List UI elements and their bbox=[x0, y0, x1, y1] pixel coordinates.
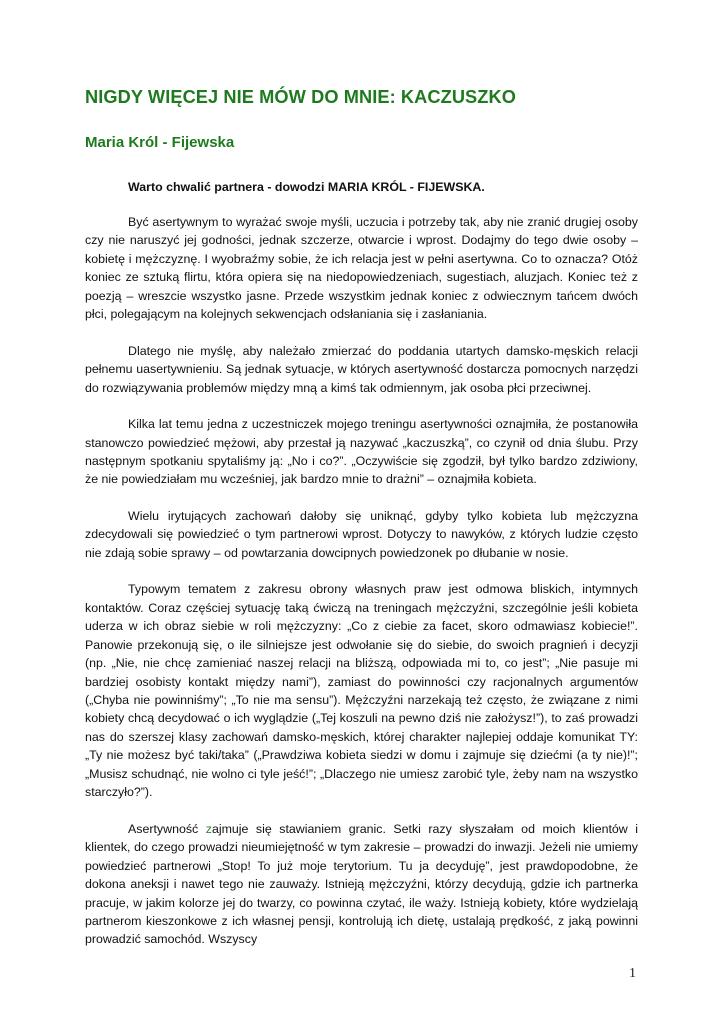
paragraph-3: Kilka lat temu jedna z uczestniczek mojego treningu asertywności oznajmiła, że postanowiła stanowczo powiedzieć mężowi, aby przestał ją nazywać „kaczuszką”, co czynił od dnia ślubu. Przy następnym spotkaniu spytaliśmy ją: „No i co?”. „Oczywiście się zgodził, był tylko bardzo zdziwiony, że nie powiedziałam mu wcześniej, jak bardzo mnie to drażni” – oznajmiła kobieta. bbox=[85, 417, 638, 487]
paragraph-6 bbox=[85, 820, 638, 949]
paragraph-5: Typowym tematem z zakresu obrony własnych praw jest odmowa bliskich, intymnych kontaktów. Coraz częściej sytuację taką ćwiczą na treningach mężczyźni, szczególnie jeśli kobieta uderza w ich obraz siebie w roli mężczyzny: „Co z ciebie za facet, skoro odmawiasz kobiecie!”. Panowie przekonują się, o ile silniejsze jest odwołanie się do siebie, do swoich pragnień i decyzji (np. „Nie, nie chcę zamieniać naszej relacji na bliższą, odpowiada mi to, co jest”; „Nie pasuje mi bardziej osobisty kontakt między nami”), zamiast do powinności czy racjonalnych argumentów („Chyba nie powinniśmy”; „To nie ma sensu”). Mężczyźni narzekają też często, że związane z nimi kobiety chcą decydować o ich wyglądzie („Tej koszuli na pewno dziś nie założysz!”), to zaś prowadzi nas do szerszej klasy zachowań damsko-męskich, której charakter najlepiej oddaje komunikat TY: „Ty nie możesz być taki/taka” („Prawdziwa kobieta siedzi w domu i zajmuje się dziećmi (a ty nie)!”; „Musisz schudnąć, nie wolno ci tyle jeść!”; „Dlaczego nie umiesz zarobić tyle, żeby nam na wszystko starczyło?”). bbox=[85, 582, 638, 800]
article-author: Maria Król - Fijewska bbox=[85, 134, 235, 151]
page-number: 1 bbox=[629, 966, 636, 981]
paragraph-6-rest: ajmuje się stawianiem granic. Setki razy słyszałam od moich klientów i klientek, do czego prowadzi nieumiejętność w tym zakresie – prowadzi do inwazji. Jeżeli nie umiemy powiedzieć partnerowi „Stop! To już moje terytorium. Tu ja decyduję”, jest prawdopodobne, że dokona aneksji i nawet tego nie zauważy. Istnieją mężczyźni, którzy decydują, gdzie ich partnerka pracuje, w jakim kolorze jej do twarzy, co powinna czytać, ile waży. Istnieją kobiety, które wydzielają partnerom kieszonkowe z ich własnej pensji, kontrolują ich dietę, ustalają prędkość, z jaką powinni prowadzić samochód. Wszyscy bbox=[85, 821, 638, 947]
paragraph-1: Być asertywnym to wyrażać swoje myśli, uczucia i potrzeby tak, aby nie zranić drugiej osoby czy nie naruszyć jej godności, jednak szczerze, otwarcie i wprost. Dodajmy do tego dwie osoby – kobietę i mężczyznę. I wyobraźmy sobie, że ich relacja jest w pełni asertywna. Co to oznacza? Otóż koniec ze sztuką flirtu, która opiera się na niedopowiedzeniach, sugestiach, aluzjach. Koniec też z poezją – wreszcie wszystko jasne. Przede wszystkim jednak koniec z odwiecznym tańcem dwóch płci, polegającym na kolejnych sekwencjach odsłaniania się i zasłaniania. bbox=[85, 215, 638, 322]
highlighted-letter: z bbox=[205, 821, 212, 836]
document-page bbox=[85, 86, 638, 949]
paragraph-2: Dlatego nie myślę, aby należało zmierzać do poddania utartych damsko-męskich relacji pełnemu uasertywnieniu. Są jednak sytuacje, w których asertywność dostarcza pomocnych narzędzi do rozwiązywania problemów między mną a kimś tak odmiennym, jak osoba płci przeciwnej. bbox=[85, 343, 638, 395]
paragraph-6-start: Asertywność bbox=[128, 821, 206, 836]
article-title: NIGDY WIĘCEJ NIE MÓW DO MNIE: KACZUSZKO bbox=[85, 87, 516, 107]
article-lead: Warto chwalić partnera - dowodzi MARIA KRÓL - FIJEWSKA. bbox=[128, 180, 485, 194]
paragraph-4: Wielu irytujących zachowań dałoby się uniknąć, gdyby tylko kobieta lub mężczyzna zdecydowali się powiedzieć o tym partnerowi wprost. Dotyczy to nawyków, z których ludzie często nie zdają sobie sprawy – od powtarzania dowcipnych powiedzonek po dłubanie w nosie. bbox=[85, 508, 638, 560]
